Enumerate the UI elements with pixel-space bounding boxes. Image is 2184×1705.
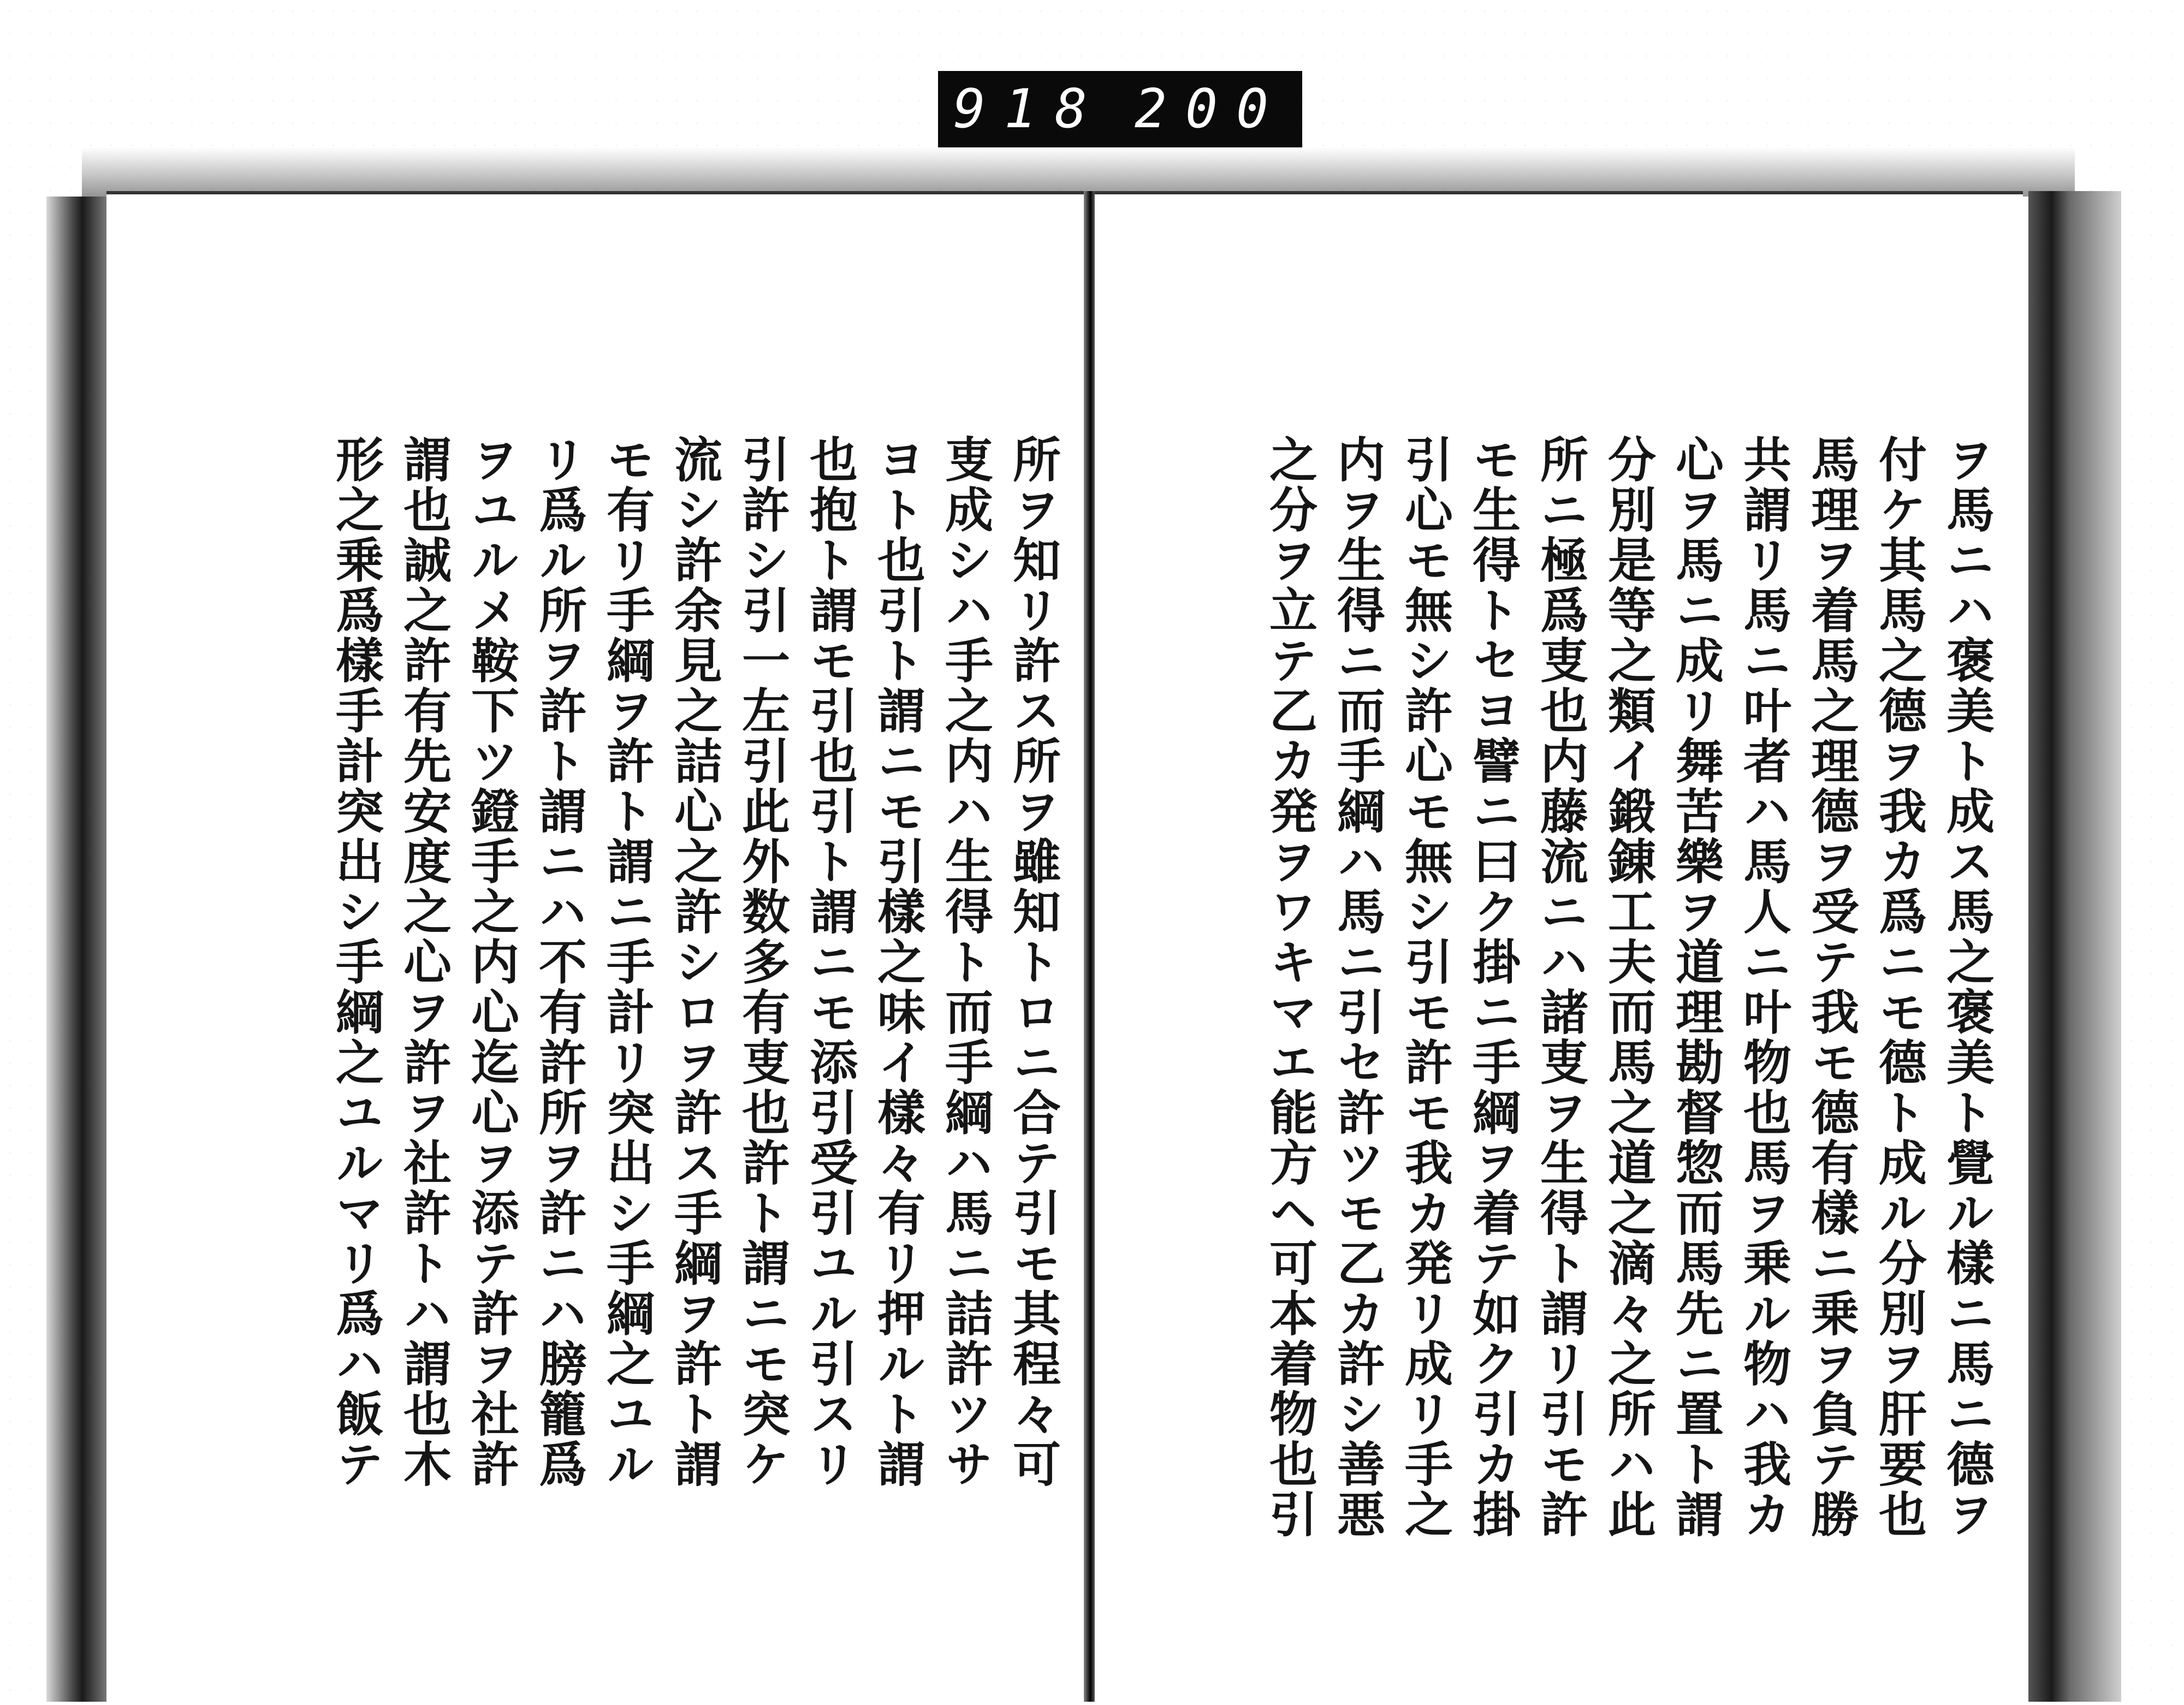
text-column: リ爲ル所ヲ許ト謂ニハ不有許所ヲ許ニハ膀籠爲 [531, 435, 588, 1489]
text-column: 内ヲ生得ニ而手綱ハ馬ニ引セ許ツモ乙カ許シ善悪 [1330, 435, 1386, 1540]
text-column: 共謂リ馬ニ叶者ハ馬人ニ叶物也馬ヲ乗ル物ハ我カ [1736, 435, 1793, 1540]
text-column: 引心モ無シ許心モ無シ引モ許モ我カ発リ成リ手之 [1397, 435, 1454, 1540]
text-column: モ有リ手綱ヲ許ト謂ニ手計リ突出シ手綱之ユル [599, 435, 656, 1489]
text-column: 所ヲ知リ許ス所ヲ雖知トロニ合テ引モ其程々可 [1005, 435, 1062, 1489]
text-column: モ生得トセヨ譬ニ曰ク掛ニ手綱ヲ着テ如ク引カ掛 [1465, 435, 1522, 1540]
book-edge-left [46, 197, 106, 1702]
left-page [106, 191, 1089, 1705]
right-page [1095, 191, 2023, 1705]
text-column: 叓成シハ手之内ハ生得ト而手綱ハ馬ニ詰許ツサ [937, 435, 994, 1489]
text-column: 謂也誠之許有先安度之心ヲ許ヲ社許トハ謂也木 [396, 435, 453, 1489]
text-column: ヨト也引ト謂ニモ引樣之味イ樣々有リ押ルト謂 [870, 435, 927, 1489]
text-column: 也抱ト謂モ引也引ト謂ニモ添引受引ユル引スリ [802, 435, 859, 1489]
text-column: 分別是等之類イ鍛錬工夫而馬之道之滴々之所ハ此 [1600, 435, 1657, 1540]
text-column: 馬理ヲ着馬之理德ヲ受テ我モ德有樣ニ乗ヲ負テ勝 [1803, 435, 1860, 1540]
text-column: 心ヲ馬ニ成リ舞苦樂ヲ道理勘督惣而馬先ニ置ト謂 [1668, 435, 1725, 1540]
text-column: 付ケ其馬之德ヲ我カ爲ニモ德ト成ル分別ヲ肝要也 [1871, 435, 1928, 1540]
text-column: 引許シ引一左引此外数多有叓也許ト謂ニモ突ケ [734, 435, 791, 1489]
text-column: 流シ許余見之詰心之許シロヲ許ス手綱ヲ許ト謂 [667, 435, 723, 1489]
right-page-text [1256, 435, 2001, 1570]
left-page-text [323, 435, 1067, 1526]
frame-number-label [938, 71, 1302, 147]
frame-number-right: 200 [1134, 78, 1287, 140]
text-column: 形之乗爲樣手計突出シ手綱之ユルマリ爲ハ飯テ [328, 435, 385, 1489]
text-column: 所ニ極爲叓也内藤流ニハ諸叓ヲ生得ト謂リ引モ許 [1533, 435, 1589, 1540]
text-column: ヲユルメ鞍下ツ鐙手之内心迄心ヲ添テ許ヲ社許 [464, 435, 520, 1489]
text-column: ヲ馬ニハ褒美ト成ス馬之褒美ト覺ル樣ニ馬ニ德ヲ [1939, 435, 1996, 1540]
text-column: 之分ヲ立テ乙カ発ヲワキマエ能方ヘ可本着物也引 [1262, 435, 1319, 1540]
book-edge-right [2028, 191, 2121, 1702]
frame-number-left: 918 [953, 78, 1106, 140]
open-book [46, 180, 2121, 1702]
